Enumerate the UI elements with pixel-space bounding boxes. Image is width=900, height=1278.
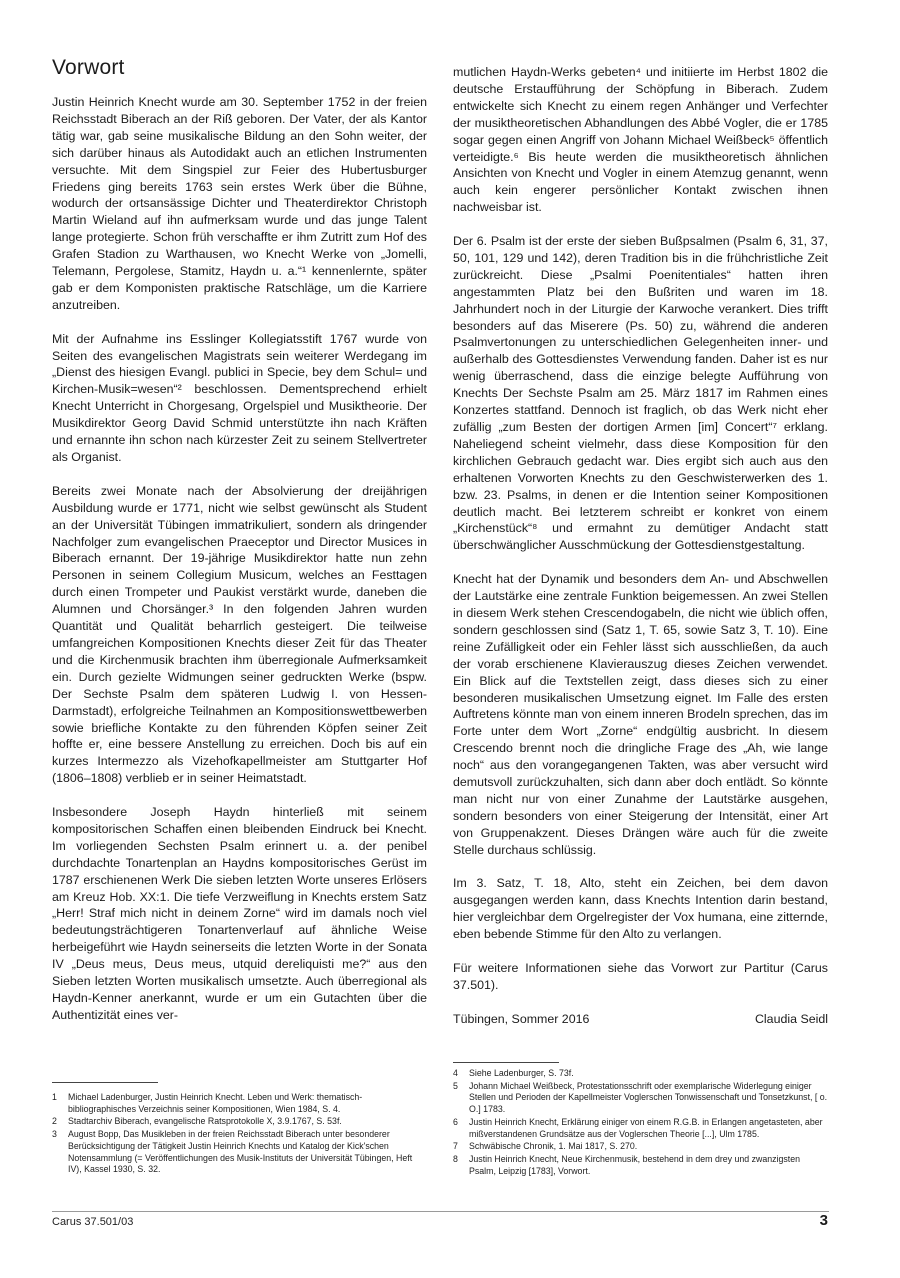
footnote [453, 1068, 828, 1080]
paragraph: Knecht hat der Dynamik und besonders dem An- und Abschwellen der Lautstärke eine zentrale Funktion beigemessen. An zwei Stellen in diesem Werk stehen Crescendogabeln, die nicht wie üblich offen, sondern geschlossen sind (Satz 1, T. 65, sowie Satz 3, T. 10). Eine reine Zufälligkeit oder ein Fehler lässt sich ausschließen, da auch der vorab erschienene Klavierauszug dieses Zeichen verwendet. Ein Blick auf die Textstellen zeigt, dass dieses sich zu einer besonderen musikalischen Umsetzung eignet. Im Falle des ersten Auftretens könnte man von einem inneren Brodeln sprechen, das im Forte unter dem Wort „Zorne“ endgültig ausbricht. In diesem Crescendo brennt noch die dringliche Frage des „Ah, wie lange noch“ aus den vorangegangenen Takten, was aber versucht wird demutsvoll zurückzuhalten, sich dann aber doch entlädt. So könnte man nicht nur von einer Zunahme der Lautstärke ausgehen, sondern besonders von einer Steigerung der Intensität, einer Art von Gruppenakzent. Dieses Drängen wäre auch für die zweite Stelle durchaus schlüssig. [453, 572, 828, 857]
footnote-number: 2 [52, 1116, 57, 1127]
footnote-divider [52, 1082, 158, 1083]
right-text-column [453, 64, 828, 1028]
footnote [52, 1116, 427, 1128]
paragraph: Für weitere Informationen siehe das Vorwort zur Partitur (Carus 37.501). [453, 960, 828, 992]
footnote-number: 3 [52, 1129, 57, 1140]
footnote-number: 5 [453, 1080, 458, 1091]
author-name: Claudia Seidl [754, 1011, 828, 1026]
left-text-column [52, 94, 427, 1024]
paragraph: Justin Heinrich Knecht wurde am 30. September 1752 in der freien Reichsstadt Biberach an der Riß geboren. Der Vater, der als Kantor tätig war, gab seine musikalische Bildung an den Sohn weiter, der sich darüber hinaus als Autodidakt auch an etlichen Instrumenten versuchte. Mit dem Singspiel zur Feier des Hubertusburger Friedens ging bereits 1763 sein erstes Werk über die Bühne, wodurch der ortsansässige Dichter und Theaterdirektor Christoph Martin Wieland auf ihn aufmerksam wurde und das junge Talent lange protegierte. Schon früh verschaffte er ihm Zutritt zum Hof des Grafen Stadion zu Warthausen, wo Knecht Werke von „Jomelli, Telemann, Pergolese, Stamitz, Haydn u. a.“¹ kennenlernte, später gab er dem Komponisten praktische Ratschläge, um die Karriere anzutreiben. [52, 95, 427, 312]
signature-line [453, 1011, 828, 1028]
footnote-text: August Bopp, Das Musikleben in der freien Reichsstadt Biberach unter besonderer Berücksichtigung der Tätigkeit Justin Heinrich Knechts und Katalog der Kick'schen Notensammlung (= Veröffentlichungen des Musik-Instituts der Universität Tübingen, Heft IV), Kassel 1930, S. 32. [68, 1129, 413, 1175]
paragraph: Bereits zwei Monate nach der Absolvierung der dreijährigen Ausbildung wurde er 1771, nicht wie selbst gewünscht als Student an der Universität Tübingen immatrikuliert, sondern als dringender Nachfolger zum evangelischen Praeceptor und Director Musices in Biberach ernannt. Der 19-jährige Musikdirektor hatte nun zehn Personen in seinem Collegium Musicum, welches an Festtagen durch einen Trompeter und Paukist verstärkt wurde, daneben die Alumnen und Chorsänger.³ In den folgenden Jahren wurden Quantität und Qualität beharrlich gesteigert. Die teilweise umfangreichen Kompositionen Knechts dieser Zeit für das Theater und die Kirchenmusik brachten ihm überregionale Aufmerksamkeit ein. Durch gezielte Widmungen seiner gedruckten Werke (bspw. Der Sechste Psalm dem späteren Ludwig I. von Hessen-Darmstadt), erfolgreiche Teilnahmen an Kompositionswettbewerben sowie briefliche Kontakte zu den führenden Köpfen seiner Zeit hoffte er, eine bessere Anstellung zu erreichen. Doch bis auf ein kurzes Intermezzo als Vizehofkapellmeister am Stuttgarter Hof (1806–1808) verblieb er in seiner Heimatstadt. [52, 483, 427, 786]
footnote [453, 1154, 828, 1177]
paragraph: Im 3. Satz, T. 18, Alto, steht ein Zeichen, bei dem davon ausgegangen werden kann, dass Knechts Intention darin bestand, hier vergleichbar dem Orgelregister der Vox humana, eine zitternde, eben bebende Stimme für den Alto zu verlangen. [453, 876, 828, 942]
footnotes-right [453, 1068, 828, 1178]
footer-divider [52, 1211, 829, 1212]
footnote-text: Michael Ladenburger, Justin Heinrich Knecht. Leben und Werk: thematisch-bibliographisches Verzeichnis seiner Kompositionen, Wien 1984, S. 4. [68, 1092, 363, 1114]
footnotes-left [52, 1092, 427, 1177]
paragraph: Der 6. Psalm ist der erste der sieben Bußpsalmen (Psalm 6, 31, 37, 50, 101, 129 und 142), deren Tradition bis in die frühchristliche Zeit zurückreicht. Diese „Psalmi Poenitentiales“ hatten ihren angestammten Platz bei den Bußriten und waren im 18. Jahrhundert noch in der Liturgie der Karwoche verankert. Dies trifft besonders auf das Miserere (Ps. 50) zu, während die anderen Psalmvertonungen zu unterschiedlichen Gelegenheiten inner- und außerhalb des Gottesdienstes Verwendung fanden. Daher ist es nur wenig überraschend, dass die einzige belegte Aufführung von Knechts Der Sechste Psalm am 25. März 1817 im Rahmen eines Konzertes stattfand. Dennoch ist fraglich, ob das Werk nicht eher zufällig „zum Besten der dortigen Armen [im] Concert“⁷ erklang. Naheliegend scheint vielmehr, dass diese Komposition für den kirchlichen Gebrauch gedacht war. Dies ergibt sich auch aus den erhaltenen Vorworten Knechts zu den Geschwisterwerken des 1. bzw. 23. Psalms, in denen er die Intention seiner Kompositionen deutlich macht. Bei letzterem schreibt er konkret von einem „Kirchenstück“⁸ und ermahnt zu demütiger Andacht statt überschwänglicher Ausschmückung der Gottesdienstgestaltung. [453, 234, 828, 553]
footnote-number: 4 [453, 1068, 458, 1078]
footnote [453, 1081, 828, 1116]
paragraph: Insbesondere Joseph Haydn hinterließ mit seinem kompositorischen Schaffen einen bleibenden Eindruck bei Knecht. Im vorliegenden Sechsten Psalm erinnert u. a. der penibel durchdachte Tonartenplan an Haydns kompositorisches Gerüst im 1787 erschienenen Werk Die sieben letzten Worte unseres Erlösers am Kreuz Hob. XX:1. Die tiefe Verzweiflung in Knechts erstem Satz „Herr! Straf mich nicht in deinem Zorne“ wird im damals noch viel bedeutungsträchtigeren Tonartenverlauf auf ähnliche Weise herbeigeführt wie Haydn seinerseits die letzten Worte in der Sonata IV „Deus meus, Deus meus, utquid dereliquisti me?“ aus den Sieben letzten Worten musikalisch umsetzte. Auch überregional als Haydn-Kenner anerkannt, wurde er um ein Gutachten über die Authentizität eines ver- [52, 805, 427, 1022]
page-title: Vorwort [52, 56, 125, 79]
footnote [453, 1117, 828, 1140]
paragraph: Mit der Aufnahme ins Esslinger Kollegiatsstift 1767 wurde von Seiten des evangelischen Magistrats sein weiterer Werdegang im „Dienst des hiesigen Evangl. publici in Specie, bey dem Schul= und Kirchen-Musik=wesen“² beschlossen. Dementsprechend erhielt Knecht Unterricht in Chorgesang, Orgelspiel und Musiktheorie. Der Musikdirektor Georg David Schmid unterstützte ihn nach Kräften und ernannte ihn schon nach kürzester Zeit zu seinem Stellvertreter als Organist. [52, 331, 427, 465]
footnote-number: 6 [453, 1116, 458, 1127]
footnote-number: 7 [453, 1141, 458, 1152]
catalog-number: Carus 37.501/03 [52, 1216, 134, 1228]
footnote-text: Johann Michael Weißbeck, Protestationsschrift oder exemplarische Widerlegung einiger Stellen und Perioden der Kapellmeister Voglerschen Tonwissenschaft und Tonsetzkunst, [ o. O.] 1783. [469, 1080, 828, 1115]
footnote-number: 1 [52, 1092, 57, 1102]
paragraph: mutlichen Haydn-Werks gebeten⁴ und initiierte im Herbst 1802 die deutsche Erstaufführung der Schöpfung in Biberach. Zudem entwickelte sich Knecht zu einem regen Anhänger und Verfechter der musiktheoretischen Abhandlungen des Abbé Vogler, die er 1785 sogar gegen einen Angriff von Johann Michael Weißbeck⁵ öffentlich verteidigte.⁶ Bis heute werden die musiktheoretisch ähnlichen Ansichten von Knecht und Vogler in einem Atemzug genannt, wenn auch kein engerer persönlicher Kontakt zwischen ihnen nachweisbar ist. [453, 65, 828, 215]
footnote-text: Schwäbische Chronik, 1. Mai 1817, S. 270. [469, 1141, 638, 1152]
footnote-text: Justin Heinrich Knecht, Neue Kirchenmusik, bestehend in dem drey und zwanzigsten Psalm, Leipzig [1783], Vorwort. [469, 1153, 801, 1176]
footnote [52, 1092, 427, 1115]
footnote-text: Stadtarchiv Biberach, evangelische Ratsprotokolle X, 3.9.1767, S. 53f. [68, 1116, 342, 1127]
footnote-text: Siehe Ladenburger, S. 73f. [469, 1068, 574, 1078]
footnote-divider [453, 1062, 559, 1063]
page-number: 3 [819, 1212, 828, 1229]
footnote-text: Justin Heinrich Knecht, Erklärung einiger von einem R.G.B. in Erlangen angetasteten, aber mißverstandenen Grundsätze aus der Voglerschen Theorie [...], Ulm 1785. [469, 1116, 823, 1139]
footnote-number: 8 [453, 1153, 458, 1164]
place-date: Tübingen, Sommer 2016 [453, 1011, 590, 1026]
footnote [52, 1129, 427, 1176]
footnote [453, 1141, 828, 1153]
